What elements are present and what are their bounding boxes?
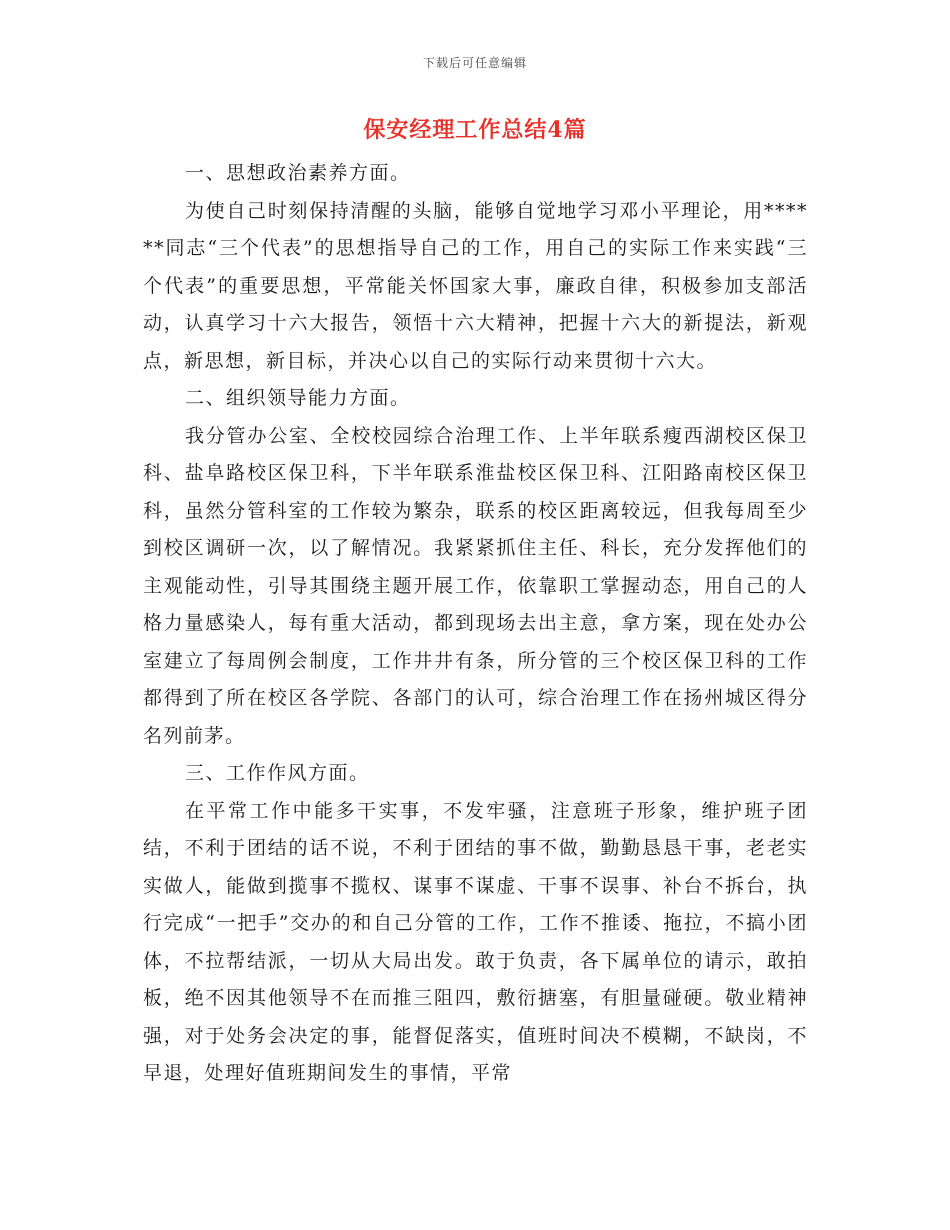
section-heading-2: 二、组织领导能力方面。 <box>185 387 411 409</box>
document-title: 保安经理工作总结4篇 <box>363 117 587 143</box>
section-heading-1: 一、思想政治素养方面。 <box>185 162 411 184</box>
page-header-note: 下载后可任意编辑 <box>422 56 527 70</box>
document-body <box>143 155 808 1093</box>
paragraph-2: 我分管办公室、全校校园综合治理工作、上半年联系瘦西湖校区保卫科、盐阜路校区保卫科，下半年联系淮盐校区保卫科、江阳路南校区保卫科，虽然分管科室的工作较为繁杂，联系的校区距离较远，但我每周至少到校区调研一次，以了解情况。我紧紧抓住主任、科长，充分发挥他们的主观能动性，引导其围绕主题开展工作，依靠职工掌握动态，用自己的人格力量感染人，每有重大活动，都到现场去出主意，拿方案，现在处办公室建立了每周例会制度，工作井井有条，所分管的三个校区保卫科的工作都得到了所在校区各学院、各部门的认可，综合治理工作在扬州城区得分名列前茅。 <box>143 424 808 747</box>
paragraph-1: 为使自己时刻保持清醒的头脑，能够自觉地学习邓小平理论，用******同志“三个代表”的思想指导自己的工作，用自己的实际工作来实践“三个代表”的重要思想，平常能关怀国家大事，廉政自律，积极参加支部活动，认真学习十六大报告，领悟十六大精神，把握十六大的新提法，新观点，新思想，新目标，并决心以自己的实际行动来贯彻十六大。 <box>143 199 808 372</box>
section-heading-3: 三、工作作风方面。 <box>185 762 370 784</box>
paragraph-3: 在平常工作中能多干实事，不发牢骚，注意班子形象，维护班子团结，不利于团结的话不说，不利于团结的事不做，勤勤恳恳干事，老老实实做人，能做到揽事不揽权、谋事不谋虚、干事不误事、补台不拆台，执行完成“一把手”交办的和自己分管的工作，工作不推诿、拖拉，不搞小团体，不拉帮结派，一切从大局出发。敢于负责，各下属单位的请示，敢拍板，绝不因其他领导不在而推三阻四，敷衍搪塞，有胆量碰硬。敬业精神强，对于处务会决定的事，能督促落实，值班时间决不模糊，不缺岗，不早退，处理好值班期间发生的事情，平常 <box>143 799 808 1084</box>
